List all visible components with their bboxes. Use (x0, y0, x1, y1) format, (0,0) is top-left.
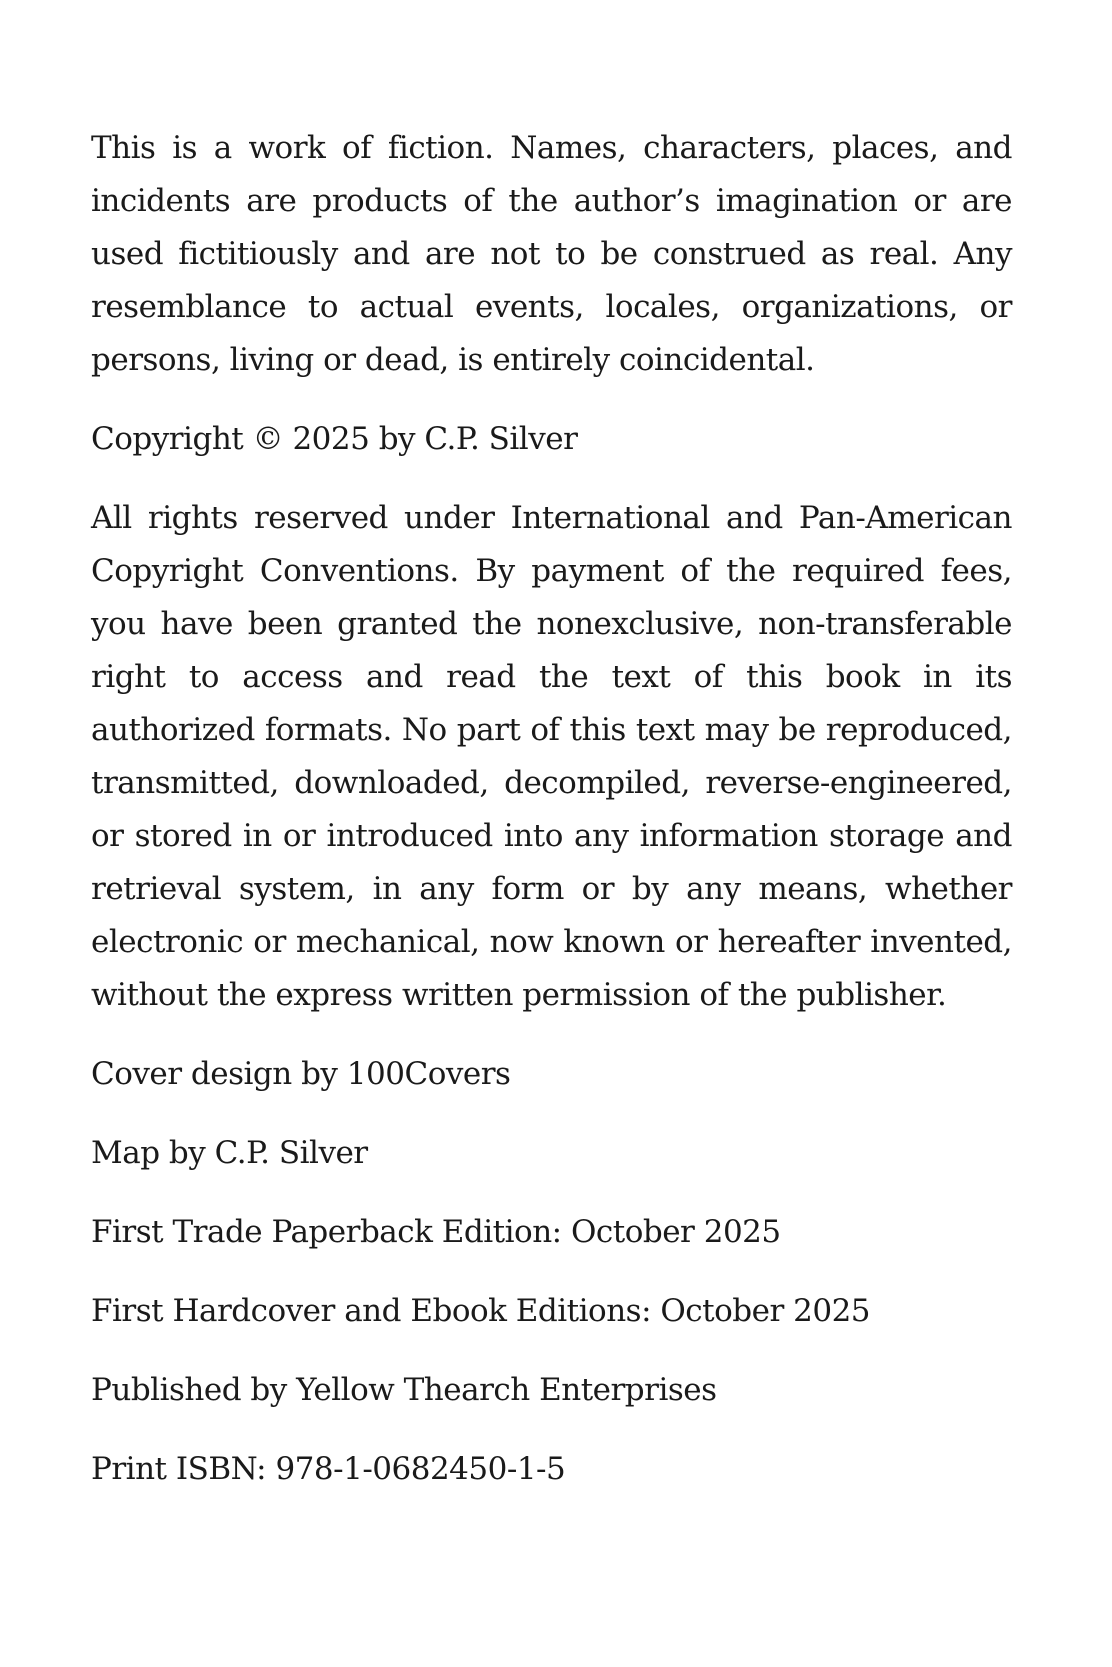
copyright-page (91, 122, 1012, 1522)
publisher-line: Published by Yellow Thearch Enterprises (91, 1372, 717, 1408)
map-credit: Map by C.P. Silver (91, 1135, 368, 1171)
rights-paragraph: All rights reserved under International and Pan-American Copyright Conventions. By payment of the required fees, you have been granted the nonexclusive, non-transferable right to access and read the text of this book in its authorized formats. No part of this text may be reproduced, transmitted, downloaded, decompiled, reverse-engineered, or stored in or introduced into any information storage and retrieval system, in any form or by any means, whether electronic or mechanical, now known or hereafter invented, without the express written permission of the publisher. (91, 500, 1012, 1013)
isbn-line: Print ISBN: 978-1-0682450-1-5 (91, 1451, 566, 1487)
copyright-line: Copyright © 2025 by C.P. Silver (91, 421, 578, 457)
disclaimer-paragraph: This is a work of fiction. Names, characters, places, and incidents are products of the author’s imagination or are used fictitiously and are not to be construed as real. Any resemblance to actual events, locales, organizations, or persons, living or dead, is entirely coincidental. (91, 130, 1012, 378)
hardcover-ebook-edition-line: First Hardcover and Ebook Editions: October 2025 (91, 1293, 871, 1329)
paperback-edition-line: First Trade Paperback Edition: October 2025 (91, 1214, 781, 1250)
cover-design-credit: Cover design by 100Covers (91, 1056, 511, 1092)
